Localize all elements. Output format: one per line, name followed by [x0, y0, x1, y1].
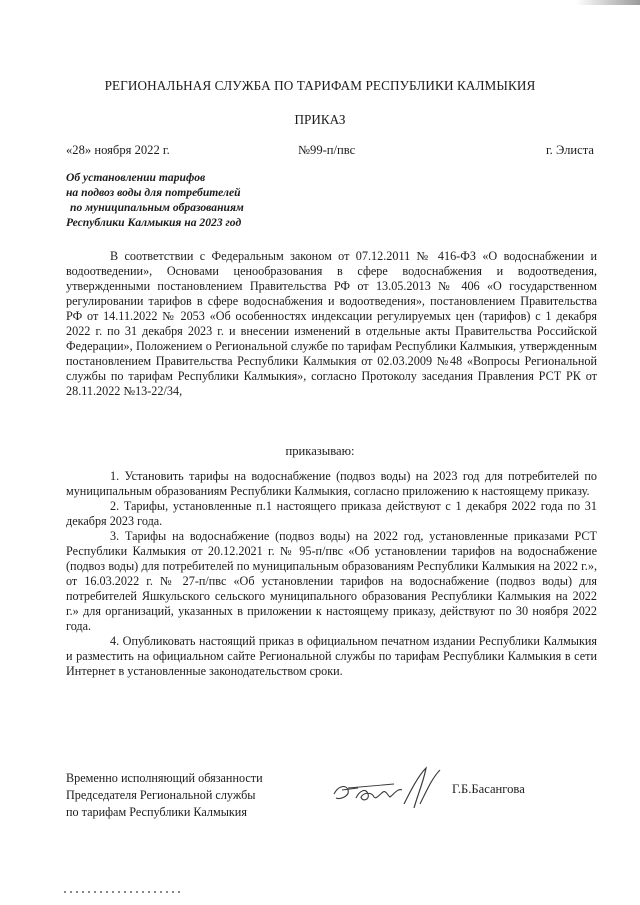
position-line: по тарифам Республики Калмыкия: [66, 805, 247, 819]
order-title: ПРИКАЗ: [294, 112, 346, 127]
subject-line: Об установлении тарифов: [66, 171, 206, 184]
scan-artifact: [64, 891, 184, 893]
handwritten-signature: [328, 764, 446, 810]
order-city: г. Элиста: [545, 143, 594, 157]
preamble-block: [66, 249, 597, 399]
order-subject: [66, 170, 306, 230]
position-line: Председателя Региональной службы: [66, 788, 256, 802]
order-items: [66, 469, 597, 679]
order-item: 2. Тарифы, установленные п.1 настоящего приказа действуют с 1 декабря 2022 года по 31 декабря 2023 года.: [66, 499, 597, 528]
subject-line: по муниципальным образованиям: [70, 201, 244, 214]
subject-line: Республики Калмыкия на 2023 год: [66, 216, 242, 229]
order-item: 3. Тарифы на водоснабжение (подвоз воды) на 2022 год, установленные приказами РСТ Республики Калмыкия от 20.12.2021 г. № 95-п/пвс «Об установлении тарифов на водоснабжение (подвоз воды) для потребителей по муниципальным образованиям Республики Калмыкия на 2022 г.», от 16.03.2022 г. № 27-п/пвс «Об установлении тарифов на водоснабжение (подвоз воды) для потребителей Яшкульского сельского муниципального образования Республики Калмыкия на 2022 г.» для организаций, указанных в приложении к настоящему приказу, действуют по 30 ноября 2022 года.: [66, 529, 597, 633]
position-line: Временно исполняющий обязанности: [66, 771, 263, 785]
agency-name: РЕГИОНАЛЬНАЯ СЛУЖБА ПО ТАРИФАМ РЕСПУБЛИКИ КАЛМЫКИЯ: [104, 78, 536, 93]
order-date: «28» ноября 2022 г.: [66, 143, 170, 157]
order-number: №99-п/пвс: [298, 143, 356, 157]
order-item: 1. Установить тарифы на водоснабжение (подвоз воды) на 2023 год для потребителей по муниципальным образованиям Республики Калмыкия, согласно приложению к настоящему приказу.: [66, 469, 597, 498]
scan-edge-mark: [576, 0, 640, 5]
subject-line: на подвоз воды для потребителей: [66, 186, 241, 199]
signatory-name: Г.Б.Басангова: [452, 782, 525, 796]
order-item: 4. Опубликовать настоящий приказ в официальном печатном издании Республики Калмыкия и разместить на официальном сайте Региональной службы по тарифам Республики Калмыкия в сети Интернет в установленные законодательством сроки.: [66, 634, 597, 678]
decree-word: приказываю:: [285, 444, 355, 458]
preamble-paragraph: В соответствии с Федеральным законом от 07.12.2011 № 416-ФЗ «О водоснабжении и водоотведении», Основами ценообразования в сфере водоснабжения и водоотведения, утвержденными постановлением Правительства РФ от 13.05.2013 № 406 «О государственном регулировании тарифов в сфере водоснабжения и водоотведения», постановлением Правительства РФ от 14.11.2022 № 2053 «Об особенностях индексации регулируемых цен (тарифов) с 1 декабря 2022 г. по 31 декабря 2023 г. и внесении изменений в отдельные акты Правительства Российской Федерации», Положением о Региональной службе по тарифам Республики Калмыкия, утвержденным постановлением Правительства Республики Калмыкия от 02.03.2009 №48 «Вопросы Региональной службы по тарифам Республики Калмыкия», согласно Протоколу заседания Правления РСТ РК от 28.11.2022 №13-22/34,: [66, 249, 597, 398]
signatory-position: [66, 770, 326, 821]
